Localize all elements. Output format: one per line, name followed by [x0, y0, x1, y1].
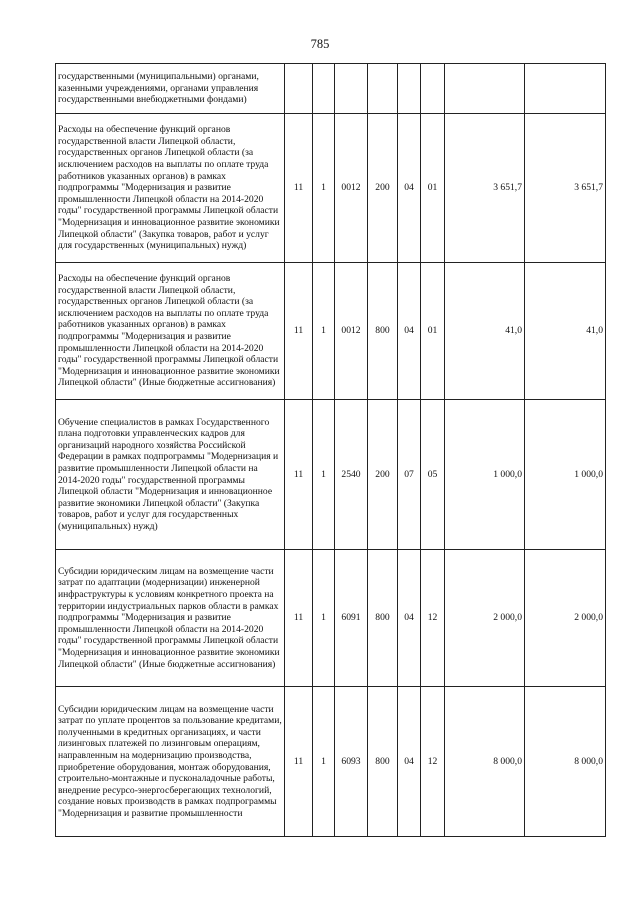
cell-target-code: 6091: [335, 550, 368, 687]
cell-amount-1: [445, 64, 525, 114]
cell-section: [398, 64, 421, 114]
cell-subsection: 12: [421, 550, 445, 687]
cell-code-1: [285, 64, 313, 114]
cell-code-2: 1: [313, 114, 335, 263]
table-row: [56, 550, 606, 687]
row-description: Субсидии юридическим лицам на возмещение части затрат по адаптации (модернизации) инженерной инфраструктуры к условиям конкретного проекта на территории индустриальных парков области в рамках подпрограммы "Модернизация и развитие промышленности Липецкой области на 2014-2020 годы" государственной программы Липецкой области "Модернизация и инновационное развитие экономики Липецкой области" (Иные бюджетные ассигнования): [56, 550, 285, 687]
cell-subsection: 01: [421, 114, 445, 263]
cell-code-2: 1: [313, 550, 335, 687]
cell-code-1: 11: [285, 114, 313, 263]
cell-section: 04: [398, 114, 421, 263]
cell-section: 04: [398, 263, 421, 400]
table-row: [56, 687, 606, 837]
cell-expense-type: [368, 64, 398, 114]
row-description: Субсидии юридическим лицам на возмещение части затрат по уплате процентов за пользование кредитами, полученными в кредитных организациях, и части лизинговых платежей по лизинговым операциям, направленным на модернизацию производства, приобретение оборудования, монтаж оборудования, строительно-монтажные и пусконаладочные работы, внедрение ресурсо-энергосберегающих технологий, создание новых производств в рамках подпрограммы "Модернизация и развитие промышленности: [56, 687, 285, 837]
cell-amount-2: 8 000,0: [525, 687, 606, 837]
cell-section: 04: [398, 550, 421, 687]
cell-subsection: 12: [421, 687, 445, 837]
cell-code-2: [313, 64, 335, 114]
cell-code-1: 11: [285, 687, 313, 837]
cell-amount-2: [525, 64, 606, 114]
cell-amount-1: 8 000,0: [445, 687, 525, 837]
cell-amount-1: 41,0: [445, 263, 525, 400]
cell-amount-2: 41,0: [525, 263, 606, 400]
cell-expense-type: 800: [368, 687, 398, 837]
cell-amount-1: 3 651,7: [445, 114, 525, 263]
row-description: Обучение специалистов в рамках Государственного плана подготовки управленческих кадров для организаций народного хозяйства Российской Федерации в рамках подпрограммы "Модернизация и развитие промышленности Липецкой области на 2014-2020 годы" государственной программы Липецкой области "Модернизация и инновационное развитие экономики Липецкой области" (Закупка товаров, работ и услуг для государственных (муниципальных) нужд): [56, 400, 285, 550]
cell-section: 07: [398, 400, 421, 550]
table-row: [56, 114, 606, 263]
cell-code-1: 11: [285, 400, 313, 550]
budget-table: [55, 63, 606, 837]
cell-subsection: 01: [421, 263, 445, 400]
cell-target-code: 0012: [335, 263, 368, 400]
row-description: Расходы на обеспечение функций органов государственной власти Липецкой области, государственных органов Липецкой области (за исключением расходов на выплаты по оплате труда работников указанных органов) в рамках подпрограммы "Модернизация и развитие промышленности Липецкой области на 2014-2020 годы" государственной программы Липецкой области "Модернизация и инновационное развитие экономики Липецкой области" (Закупка товаров, работ и услуг для государственных (муниципальных) нужд): [56, 114, 285, 263]
cell-code-1: 11: [285, 263, 313, 400]
cell-amount-2: 1 000,0: [525, 400, 606, 550]
cell-expense-type: 200: [368, 114, 398, 263]
cell-target-code: 6093: [335, 687, 368, 837]
cell-amount-2: 3 651,7: [525, 114, 606, 263]
table-row: [56, 400, 606, 550]
cell-subsection: [421, 64, 445, 114]
cell-target-code: 2540: [335, 400, 368, 550]
cell-target-code: [335, 64, 368, 114]
table-row: [56, 64, 606, 114]
cell-section: 04: [398, 687, 421, 837]
cell-target-code: 0012: [335, 114, 368, 263]
cell-subsection: 05: [421, 400, 445, 550]
page-number: 785: [310, 37, 330, 51]
cell-expense-type: 800: [368, 550, 398, 687]
cell-code-1: 11: [285, 550, 313, 687]
cell-amount-1: 2 000,0: [445, 550, 525, 687]
cell-code-2: 1: [313, 263, 335, 400]
cell-expense-type: 200: [368, 400, 398, 550]
row-description: Расходы на обеспечение функций органов государственной власти Липецкой области, государственных органов Липецкой области (за исключением расходов на выплаты по оплате труда работников указанных органов) в рамках подпрограммы "Модернизация и развитие промышленности Липецкой области на 2014-2020 годы" государственной программы Липецкой области "Модернизация и инновационное развитие экономики Липецкой области" (Иные бюджетные ассигнования): [56, 263, 285, 400]
cell-amount-2: 2 000,0: [525, 550, 606, 687]
cell-amount-1: 1 000,0: [445, 400, 525, 550]
row-description: государственными (муниципальными) органами, казенными учреждениями, органами управления государственными внебюджетными фондами): [56, 64, 285, 114]
table-row: [56, 263, 606, 400]
cell-code-2: 1: [313, 400, 335, 550]
cell-expense-type: 800: [368, 263, 398, 400]
cell-code-2: 1: [313, 687, 335, 837]
